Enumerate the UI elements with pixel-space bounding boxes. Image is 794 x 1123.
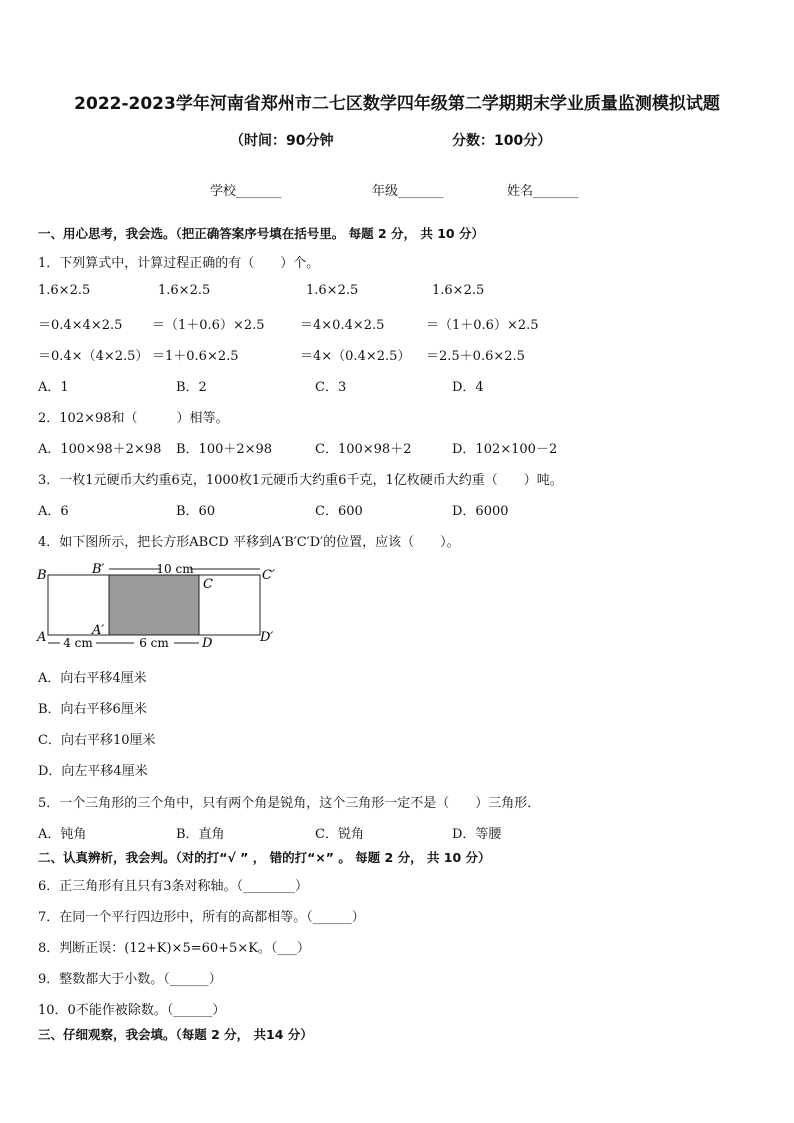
- q2-option-a: A．100×98＋2×98: [38, 442, 162, 457]
- q2-option-d: D．102×100－2: [452, 442, 558, 457]
- vertex-b-prime: B′: [92, 562, 105, 577]
- question-2-stem: 2．102×98和（ ）相等。: [38, 411, 229, 426]
- exam-score: 分数：100分）: [452, 133, 552, 149]
- calc-4-line-1: 1.6×2.5: [432, 283, 485, 298]
- q1-option-b: B．2: [176, 380, 207, 395]
- calc-3-line-2: ＝4×0.4×2.5: [300, 318, 385, 333]
- vertex-a: A: [37, 630, 47, 645]
- section-3-heading: 三、仔细观察，我会填。（每题 2 分， 共14 分）: [38, 1027, 313, 1042]
- calc-1-line-1: 1.6×2.5: [38, 283, 91, 298]
- shaded-rectangle: [109, 575, 199, 635]
- calc-4-line-2: ＝（1＋0.6）×2.5: [426, 318, 539, 333]
- vertex-b: B: [37, 568, 47, 583]
- q4-option-c: C．向右平移10厘米: [38, 733, 156, 748]
- grade-field: 年级_______: [372, 184, 444, 199]
- q5-option-a: A．钝角: [38, 827, 87, 842]
- q1-option-a: A．1: [38, 380, 69, 395]
- section-1-heading: 一、用心思考，我会选。（把正确答案序号填在括号里。 每题 2 分， 共 10 分）: [38, 226, 484, 241]
- question-8: 8．判断正误：(12+K)×5=60+5×K。（___）: [38, 941, 310, 956]
- question-7: 7．在同一个平行四边形中，所有的高都相等。（______）: [38, 910, 365, 925]
- q2-option-b: B．100＋2×98: [176, 442, 273, 457]
- vertex-d-prime: D′: [260, 630, 274, 645]
- q1-option-c: C．3: [315, 380, 347, 395]
- question-5-stem: 5．一个三角形的三个角中，只有两个角是锐角，这个三角形一定不是（ ）三角形．: [38, 796, 541, 811]
- exam-title: 2022-2023学年河南省郑州市二七区数学四年级第二学期期末学业质量监测模拟试题: [74, 94, 720, 114]
- translation-figure: [30, 558, 290, 654]
- question-3-stem: 3．一枚1元硬币大约重6克，1000枚1元硬币大约重6千克，1亿枚硬币大约重（ ）吨。: [38, 473, 563, 488]
- section-2-heading: 二、认真辨析，我会判。（对的打“√ ” ， 错的打“×” 。 每题 2 分， 共 10 分）: [38, 850, 491, 865]
- question-6: 6．正三角形有且只有3条对称轴。（________）: [38, 879, 309, 894]
- q5-option-d: D．等腰: [452, 827, 502, 842]
- calc-1-line-3: ＝0.4×（4×2.5）: [38, 349, 149, 364]
- label-6cm: 6 cm: [139, 636, 169, 650]
- question-4-stem: 4．如下图所示，把长方形ABCD 平移到A′B′C′D′的位置，应该（ ）。: [38, 535, 460, 550]
- exam-time: （时间：90分钟: [230, 133, 334, 149]
- q3-option-a: A．6: [38, 504, 69, 519]
- q5-option-b: B．直角: [176, 827, 225, 842]
- vertex-c: C: [203, 577, 213, 592]
- calc-2-line-2: ＝（1＋0.6）×2.5: [152, 318, 265, 333]
- school-field: 学校_______: [210, 184, 282, 199]
- q3-option-c: C．600: [315, 504, 363, 519]
- calc-4-line-3: ＝2.5＋0.6×2.5: [426, 349, 525, 364]
- name-field: 姓名_______: [507, 184, 579, 199]
- question-10: 10．0不能作被除数。（______）: [38, 1003, 226, 1018]
- q4-option-b: B．向右平移6厘米: [38, 702, 147, 717]
- q3-option-d: D．6000: [452, 504, 509, 519]
- vertex-d: D: [202, 636, 213, 651]
- q3-option-b: B．60: [176, 504, 216, 519]
- q4-option-d: D．向左平移4厘米: [38, 764, 148, 779]
- q2-option-c: C．100×98＋2: [315, 442, 412, 457]
- calc-2-line-3: ＝1＋0.6×2.5: [152, 349, 239, 364]
- calc-2-line-1: 1.6×2.5: [158, 283, 211, 298]
- q1-option-d: D．4: [452, 380, 484, 395]
- label-10cm: 10 cm: [156, 562, 194, 576]
- label-4cm: 4 cm: [63, 636, 93, 650]
- calc-3-line-3: ＝4×（0.4×2.5）: [300, 349, 411, 364]
- calc-1-line-2: ＝0.4×4×2.5: [38, 318, 123, 333]
- question-9: 9．整数都大于小数。（______）: [38, 972, 222, 987]
- calc-3-line-1: 1.6×2.5: [306, 283, 359, 298]
- q5-option-c: C．锐角: [315, 827, 364, 842]
- vertex-c-prime: C′: [262, 568, 275, 583]
- q4-option-a: A．向右平移4厘米: [38, 671, 147, 686]
- question-1-stem: 1．下列算式中，计算过程正确的有（ ）个。: [38, 256, 320, 271]
- vertex-a-prime: A′: [92, 623, 105, 638]
